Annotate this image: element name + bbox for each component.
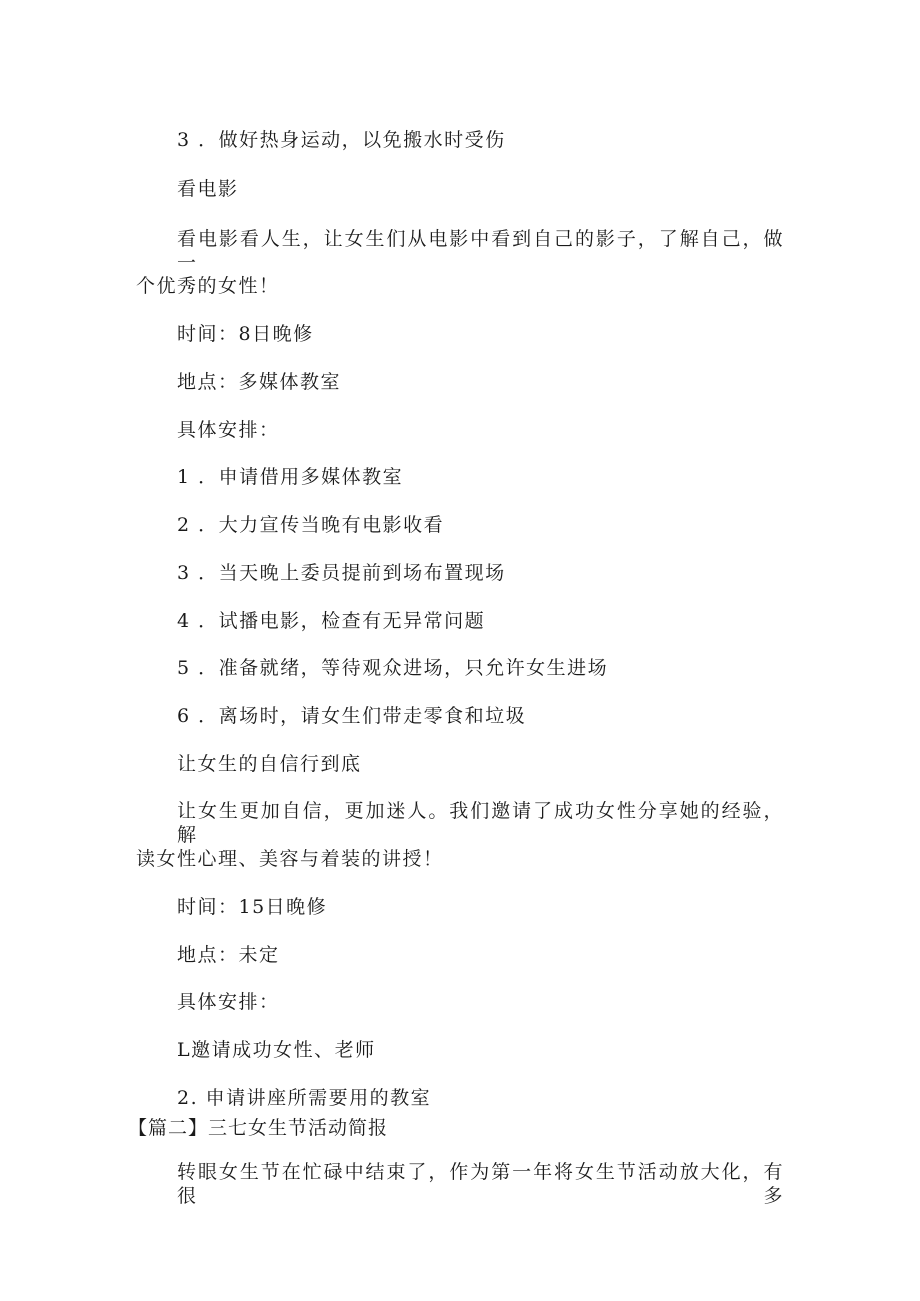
paragraph-line: 个优秀的女性！ [136,275,280,297]
location-line: 地点：未定 [177,944,280,966]
paragraph-line: 看电影看人生，让女生们从电影中看到自己的影子，了解自己，做一 [177,228,784,274]
list-item: 6 ．离场时，请女生们带走零食和垃圾 [177,705,527,727]
section-heading: 看电影 [177,178,239,200]
section-heading: 让女生的自信行到底 [177,753,362,775]
chapter-heading: 【篇二】三七女生节活动简报 [128,1117,389,1139]
list-item: 2 ．大力宣传当晚有电影收看 [177,514,445,536]
paragraph-line: 让女生更加自信，更加迷人。我们邀请了成功女性分享她的经验，解 [177,800,784,846]
list-item: 3 ．做好热身运动，以免搬水时受伤 [177,129,506,151]
time-line: 时间：15日晚修 [177,896,328,918]
list-item: 3 ．当天晚上委员提前到场布置现场 [177,562,506,584]
time-line: 时间：8日晚修 [177,323,314,345]
arrangement-label: 具体安排： [177,419,280,441]
list-item: L邀请成功女性、老师 [177,1039,376,1061]
paragraph-line: 转眼女生节在忙碌中结束了，作为第一年将女生节活动放大化，有很多 [177,1161,784,1207]
arrangement-label: 具体安排： [177,991,280,1013]
list-item: 5 ．准备就绪，等待观众进场，只允许女生进场 [177,657,609,679]
list-item: 1 ．申请借用多媒体教室 [177,466,404,488]
location-line: 地点：多媒体教室 [177,371,342,393]
list-item: 2. 申请讲座所需要用的教室 [177,1087,432,1109]
list-item: 4 ．试播电影，检查有无异常问题 [177,610,486,632]
paragraph-line: 读女性心理、美容与着装的讲授！ [136,848,444,870]
